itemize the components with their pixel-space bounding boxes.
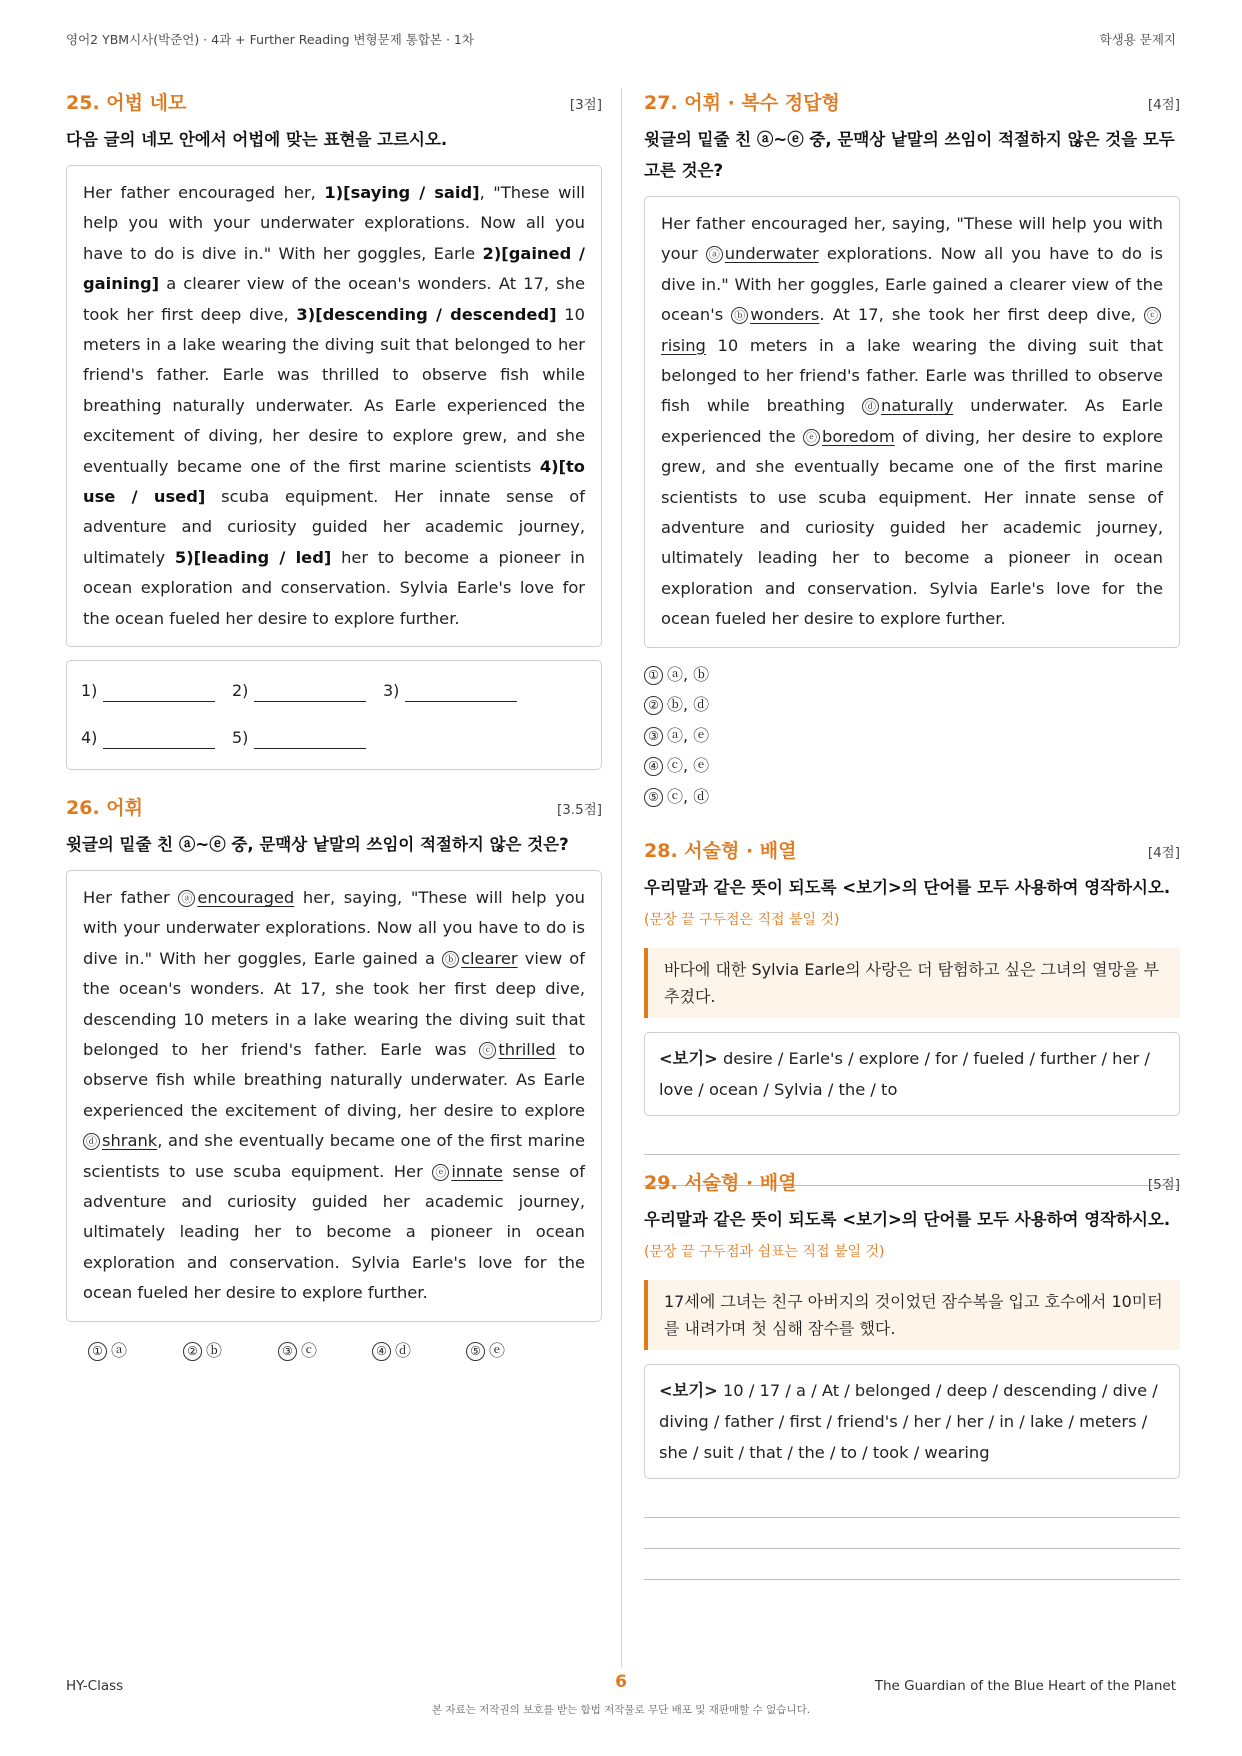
question-26-head: [66, 793, 602, 821]
korean-sentence-box: 바다에 대한 Sylvia Earle의 사랑은 더 탐험하고 싶은 그녀의 열망을 부추겼다.: [644, 948, 1180, 1018]
passage-box: [66, 165, 602, 647]
question-points: [3.5점]: [556, 802, 602, 818]
question-note: (문장 끝 구두점은 직접 붙일 것): [644, 912, 840, 928]
question-number: 26. 어휘: [66, 797, 143, 819]
word-bank-words: 10 / 17 / a / At / belonged / deep / descending / dive / diving / father / first / friend's / her / her / in / lake / meters / she / suit / that / the / to / took / wearing: [659, 1381, 1158, 1462]
word-bank-box: [644, 1364, 1180, 1479]
choice-3[interactable]: ③ ⓐ, ⓔ: [644, 721, 1180, 752]
passage-box: Her father encouraged her, saying, "These will help you with your ⓐ underwater explorations. Now all you have to do is dive in." With her goggles, Earle gained a clearer view of the ocean's ⓑ wonders. At 17, she took her first deep dive, ⓒrising 10 meters in a lake wearing the diving suit that belonged to her friend's father. Earle was thrilled to observe fish while breathing ⓓ naturally underwater. As Earle experienced the ⓔ boredom of diving, her desire to explore grew, and she eventually became one of the first marine scientists to use scuba equipment. Her innate sense of adventure and curiosity guided her academic journey, ultimately leading her to become a pioneer in ocean exploration and conservation. Sylvia Earle's love for the ocean fueled her desire to explore further.: [644, 196, 1180, 648]
marker-d: ⓓ: [862, 398, 879, 415]
answer-blank-5[interactable]: 5): [232, 728, 366, 749]
underlined-word-d: naturally: [881, 396, 954, 416]
question-28-head: [644, 836, 1180, 864]
underlined-word-b: wonders: [750, 305, 820, 325]
marker-a: ⓐ: [178, 890, 195, 907]
underlined-word-b: clearer: [461, 948, 518, 968]
answer-choices: [644, 660, 1180, 813]
column-divider: [621, 88, 622, 1668]
word-bank-words: desire / Earle's / explore / for / fueled / further / her / love / ocean / Sylvia / the / to: [659, 1049, 1150, 1099]
answer-blank-2[interactable]: 2): [232, 681, 366, 702]
passage-text: 10 meters in a lake wearing the diving suit that belonged to her friend's father. Earle was thrilled to observe fish while breathing naturally underwater. As Earle experienced the excitement of diving, her desire to explore grew, and she eventually became one of the first marine scientists: [83, 304, 585, 476]
question-26: [66, 793, 602, 1364]
grammar-choice-1: 1)[saying / said]: [324, 183, 480, 202]
grammar-choice-3: 3)[descending / descended]: [296, 304, 557, 324]
question-number: 28. 서술형 · 배열: [644, 840, 797, 862]
word-bank-box: [644, 1032, 1180, 1116]
marker-a: ⓐ: [706, 246, 723, 263]
question-27-head: [644, 88, 1180, 116]
passage-text: scuba equipment. Her innate sense of adventure and curiosity guided her academic journey, ultimately: [83, 487, 585, 567]
question-number: 29. 서술형 · 배열: [644, 1172, 797, 1194]
page-number: 6: [615, 1672, 627, 1692]
question-note: (문장 끝 구두점과 쉼표는 직접 붙일 것): [644, 1244, 885, 1260]
answer-blank-4[interactable]: 4): [81, 728, 215, 749]
choice-3[interactable]: ③ ⓒ: [278, 1338, 317, 1361]
underlined-word-e: innate: [451, 1161, 503, 1181]
grammar-choice-2: 2)[gained / gaining]: [83, 243, 585, 294]
choice-4[interactable]: ④ ⓓ: [372, 1338, 411, 1361]
marker-d: ⓓ: [83, 1133, 100, 1150]
marker-b: ⓑ: [442, 951, 459, 968]
page-header: [66, 30, 1176, 50]
choice-1[interactable]: ① ⓐ, ⓑ: [644, 660, 1180, 691]
passage-text: Her father encouraged her,: [83, 183, 325, 202]
passage-text: her to become a pioneer in ocean exploration and conservation. Sylvia Earle's love for the ocean fueled her desire to explore further.: [83, 547, 585, 628]
marker-c: ⓒ: [1144, 307, 1161, 324]
choice-2[interactable]: ② ⓑ: [183, 1338, 222, 1361]
question-points: [4점]: [1147, 845, 1180, 861]
answer-blank-3[interactable]: 3): [383, 681, 517, 702]
footer-brand: HY-Class: [66, 1678, 124, 1694]
question-29-head: [644, 1168, 1180, 1196]
question-points: [4점]: [1147, 97, 1180, 113]
question-instruction: 윗글의 밑줄 친 ⓐ~ⓔ 중, 문맥상 낱말의 쓰임이 적절하지 않은 것은?: [66, 835, 569, 854]
question-instruction: 우리말과 같은 뜻이 되도록 <보기>의 단어를 모두 사용하여 영작하시오. (문장 끝 구두점과 쉼표는 직접 붙일 것): [644, 1210, 1171, 1260]
passage-text: , "These will help you with your underwater explorations. Now all you have to do is dive in." With her goggles, Earle: [83, 183, 585, 263]
question-29: [644, 1168, 1180, 1580]
header-title: 영어2 YBM시사(박준언) · 4과 + Further Reading 변형문제 통합본 · 1차: [66, 32, 474, 47]
question-instruction: 윗글의 밑줄 친 ⓐ~ⓔ 중, 문맥상 낱말의 쓰임이 적절하지 않은 것을 모두 고른 것은?: [644, 130, 1175, 180]
question-25: [66, 88, 602, 770]
grammar-choice-4: 4)[to use / used]: [83, 456, 585, 507]
answer-choices: [66, 1338, 602, 1364]
question-27: [644, 88, 1180, 812]
question-instruction: 우리말과 같은 뜻이 되도록 <보기>의 단어를 모두 사용하여 영작하시오. (문장 끝 구두점은 직접 붙일 것): [644, 878, 1171, 928]
answer-line[interactable]: [644, 1548, 1180, 1549]
underlined-word-a: underwater: [724, 244, 819, 264]
question-number: 27. 어휘 · 복수 정답형: [644, 92, 840, 114]
question-instruction: 다음 글의 네모 안에서 어법에 맞는 표현을 고르시오.: [66, 130, 448, 149]
answer-line[interactable]: [644, 1579, 1180, 1580]
choice-1[interactable]: ① ⓐ: [88, 1338, 127, 1361]
copyright-notice: 본 자료는 저작권의 보호를 받는 합법 저작물로 무단 배포 및 재판매할 수 없습니다.: [431, 1704, 811, 1716]
choice-4[interactable]: ④ ⓒ, ⓔ: [644, 751, 1180, 782]
marker-e: ⓔ: [432, 1164, 449, 1181]
word-bank-label: <보기>: [659, 1049, 718, 1068]
question-points: [5점]: [1147, 1177, 1180, 1193]
answer-blank-1[interactable]: 1): [81, 681, 215, 702]
question-25-head: [66, 88, 602, 116]
underlined-word-d: shrank: [102, 1131, 158, 1151]
footer-lesson-title: The Guardian of the Blue Heart of the Planet: [874, 1678, 1176, 1694]
header-doc-type: 학생용 문제지: [1099, 32, 1176, 47]
marker-b: ⓑ: [731, 307, 748, 324]
grammar-choice-5: 5)[leading / led]: [174, 547, 332, 567]
passage-text: a clearer view of the ocean's wonders. At 17, she took her first deep dive,: [83, 274, 585, 324]
choice-5[interactable]: ⑤ ⓔ: [466, 1338, 505, 1361]
passage-box: Her father ⓐ encouraged her, saying, "These will help you with your underwater explorations. Now all you have to do is dive in." With her goggles, Earle gained a ⓑ clearer view of the ocean's wonders. At 17, she took her first deep dive, descending 10 meters in a lake wearing the diving suit that belonged to her friend's father. Earle was ⓒ thrilled to observe fish while breathing naturally underwater. As Earle experienced the excitement of diving, her desire to explore ⓓ shrank, and she eventually became one of the first marine scientists to use scuba equipment. Her ⓔ innate sense of adventure and curiosity guided her academic journey, ultimately leading her to become a pioneer in ocean exploration and conservation. Sylvia Earle's love for the ocean fueled her desire to explore further.: [66, 870, 602, 1322]
question-28: [644, 836, 1180, 1186]
question-number: 25. 어법 네모: [66, 92, 187, 114]
korean-sentence-box: 17세에 그녀는 친구 아버지의 것이었던 잠수복을 입고 호수에서 10미터를 내려가며 첫 심해 잠수를 했다.: [644, 1280, 1180, 1350]
marker-e: ⓔ: [803, 429, 820, 446]
underlined-word-e: boredom: [821, 426, 895, 446]
question-points: [3점]: [569, 97, 602, 113]
answer-line[interactable]: [644, 1154, 1180, 1155]
choice-5[interactable]: ⑤ ⓒ, ⓓ: [644, 782, 1180, 813]
choice-2[interactable]: ② ⓑ, ⓓ: [644, 690, 1180, 721]
answer-line[interactable]: [644, 1517, 1180, 1518]
underlined-word-c: thrilled: [498, 1040, 556, 1060]
underlined-word-c: rising: [661, 335, 706, 355]
answer-blanks-box: [66, 660, 602, 770]
underlined-word-a: encouraged: [197, 888, 295, 907]
marker-c: ⓒ: [479, 1042, 496, 1059]
word-bank-label: <보기>: [659, 1381, 718, 1400]
